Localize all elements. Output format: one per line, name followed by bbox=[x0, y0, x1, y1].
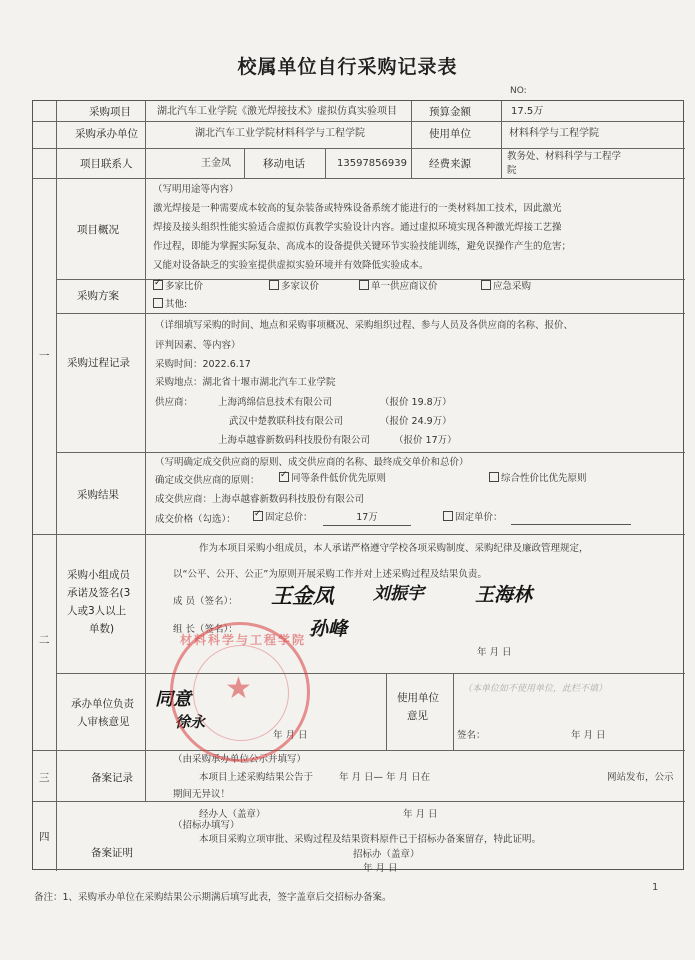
supplier-2-quote: （报价 24.9万） bbox=[380, 416, 452, 427]
checkbox-icon bbox=[359, 280, 369, 290]
member-signature-1: 王金凤 bbox=[271, 583, 334, 608]
filing-hint: （由采购承办单位公示并填写） bbox=[173, 754, 307, 765]
user-opinion-faded-note: （本单位如不使用单位，此栏不填） bbox=[463, 684, 608, 694]
filing-line-1-a: 本项目上述采购结果公告于 bbox=[199, 772, 314, 783]
user-opinion-label-2: 意见 bbox=[407, 710, 428, 722]
price-type-label: 成交价格（勾选）： bbox=[155, 514, 236, 525]
review-label-2: 人审核意见 bbox=[77, 716, 130, 728]
project-value: 湖北汽车工业学院《激光焊接技术》虚拟仿真实验项目 bbox=[157, 106, 397, 117]
contact-value: 王金凤 bbox=[201, 158, 231, 169]
section-two-mark: 二 bbox=[39, 634, 50, 646]
process-hint-1: （详细填写采购的时间、地点和采购事项概况、采购组织过程、参与人员及各供应商的名称、报价、 bbox=[155, 320, 574, 331]
fund-source-label: 经费来源 bbox=[429, 158, 471, 170]
group-label-1: 采购小组成员 bbox=[67, 569, 130, 581]
checkbox-checked-icon bbox=[279, 472, 289, 482]
group-date: 年 月 日 bbox=[477, 647, 512, 658]
filing-line-1-c: 网站发布，公示 bbox=[607, 772, 674, 783]
user-opinion-date: 年 月 日 bbox=[571, 730, 606, 741]
method-option-emergency[interactable]: 应急采购 bbox=[481, 280, 531, 294]
section-one-mark: 一 bbox=[39, 350, 50, 362]
phone-label: 移动电话 bbox=[263, 158, 305, 170]
procurement-record-table bbox=[32, 100, 684, 874]
filing-handler: 经办人（盖章） bbox=[199, 809, 266, 820]
budget-label: 预算金额 bbox=[429, 106, 471, 118]
method-option-single-supplier[interactable]: 单一供应商议价 bbox=[359, 280, 438, 294]
result-hint: （写明确定成交供应商的原则、成交供应商的名称、最终成交单价和总价） bbox=[155, 457, 469, 468]
section-three-mark: 三 bbox=[39, 772, 50, 784]
checkbox-icon bbox=[269, 280, 279, 290]
supplier-3-quote: （报价 17万） bbox=[394, 435, 457, 446]
fund-source-value-cont: 院 bbox=[507, 165, 517, 176]
result-label: 采购结果 bbox=[77, 489, 119, 501]
certificate-date: 年 月 日 bbox=[363, 863, 398, 874]
method-option-multi-negotiate[interactable]: 多家议价 bbox=[269, 280, 319, 294]
overview-line-1: 激光焊接是一种需要成本较高的复杂装备或特殊设备系统才能进行的一类材料加工技术，因此激光 bbox=[153, 203, 562, 214]
principle-option-low-price[interactable]: ✓ 同等条件低价优先原则 bbox=[279, 472, 386, 486]
promise-line-1: 作为本项目采购小组成员，本人承诺严格遵守学校各项采购制度、采购纪律及廉政管理规定， bbox=[199, 543, 589, 554]
price-option-fixed-unit[interactable]: 固定单价： bbox=[443, 511, 503, 525]
supplier-2-name: 武汉中楚教联科技有限公司 bbox=[229, 416, 344, 427]
budget-value: 17.5万 bbox=[511, 106, 544, 117]
leader-signature: 孙峰 bbox=[309, 618, 348, 640]
method-label: 采购方案 bbox=[77, 290, 119, 302]
process-label: 采购过程记录 bbox=[67, 357, 130, 369]
winning-supplier: 成交供应商：上海卓越睿新数码科技股份有限公司 bbox=[155, 494, 365, 505]
user-unit-label: 使用单位 bbox=[429, 128, 471, 140]
review-date: 年 月 日 bbox=[273, 730, 308, 741]
review-handwritten-approve: 同意 bbox=[155, 689, 191, 710]
supplier-1-name: 上海鸿绵信息技术有限公司 bbox=[218, 397, 333, 408]
principle-label: 确定成交供应商的原则： bbox=[155, 475, 260, 486]
unit-seal-stamp bbox=[170, 622, 310, 762]
method-option-other[interactable]: 其他: bbox=[153, 298, 187, 312]
user-opinion-label-1: 使用单位 bbox=[397, 692, 439, 704]
fund-source-value: 教务处、材料科学与工程学 bbox=[507, 151, 622, 162]
supplier-1-quote: （报价 19.8万） bbox=[380, 397, 452, 408]
page-number: 1 bbox=[652, 882, 659, 893]
project-label: 采购项目 bbox=[89, 106, 131, 118]
member-sign-label: 成 员（签名）： bbox=[173, 596, 238, 607]
undertaking-unit-label: 采购承办单位 bbox=[75, 128, 138, 140]
undertaking-unit-value: 湖北汽车工业学院材料科学与工程学院 bbox=[195, 128, 365, 139]
fixed-unit-value[interactable] bbox=[511, 511, 631, 525]
member-signature-3: 王海林 bbox=[475, 584, 533, 606]
checkbox-icon bbox=[443, 511, 453, 521]
filing-date: 年 月 日 bbox=[403, 809, 438, 820]
promise-line-2: 以“公平、公开、公正”为原则开展采购工作并对上述采购过程及结果负责。 bbox=[173, 569, 487, 580]
page-title: 校属单位自行采购记录表 bbox=[237, 56, 458, 78]
certificate-stamp-label: 招标办（盖章） bbox=[353, 849, 420, 860]
member-signature-2: 刘振宇 bbox=[373, 584, 424, 604]
process-hint-2: 评判因素、等内容） bbox=[155, 340, 241, 351]
review-handwritten-signature: 徐永 bbox=[175, 713, 206, 731]
overview-line-4: 又能对设备缺乏的实验室提供虚拟实验环境并有效降低实验成本。 bbox=[153, 260, 429, 271]
supplier-label: 供应商： bbox=[155, 397, 194, 408]
star-icon: ★ bbox=[225, 671, 252, 706]
checkbox-icon bbox=[153, 298, 163, 308]
certificate-line-1: 本项目采购立项审批、采购过程及结果资料原件已于招标办备案留存，特此证明。 bbox=[199, 834, 542, 845]
filing-line-2: 期间无异议！ bbox=[173, 789, 231, 800]
section-four-mark: 四 bbox=[39, 831, 50, 843]
overview-hint: （写明用途等内容） bbox=[153, 184, 239, 195]
footnote: 备注：1、采购承办单位在采购结果公示期满后填写此表，签字盖章后交招标办备案。 bbox=[34, 892, 392, 903]
overview-line-2: 焊接及接头组织性能实验适合虚拟仿真教学实验设计内容。通过虚拟环境实现各种激光焊接工艺操 bbox=[153, 222, 562, 233]
checkbox-checked-icon bbox=[153, 280, 163, 290]
fixed-total-value: 17万 bbox=[323, 511, 411, 526]
seal-text: 材料科学与工程学院 bbox=[179, 633, 306, 647]
user-unit-value: 材料科学与工程学院 bbox=[509, 128, 599, 139]
contact-label: 项目联系人 bbox=[80, 158, 133, 170]
supplier-3-name: 上海卓越睿新数码科技股份有限公司 bbox=[218, 435, 371, 446]
method-option-multi-compare[interactable]: ✓多家比价 bbox=[153, 280, 203, 294]
user-sign-label: 签名： bbox=[457, 730, 486, 741]
group-label-2: 承诺及签名(3 bbox=[67, 587, 131, 599]
price-option-fixed-total[interactable]: ✓ 固定总价： bbox=[253, 511, 313, 525]
filing-line-1-b: 年 月 日— 年 月 日在 bbox=[339, 772, 431, 783]
checkbox-icon bbox=[489, 472, 499, 482]
filing-label: 备案记录 bbox=[91, 772, 133, 784]
review-label-1: 承办单位负责 bbox=[71, 698, 134, 710]
leader-sign-label: 组 长（签名）： bbox=[173, 624, 238, 635]
principle-option-cost-performance[interactable]: 综合性价比优先原则 bbox=[489, 472, 587, 486]
checkbox-icon bbox=[481, 280, 491, 290]
certificate-label: 备案证明 bbox=[91, 847, 133, 859]
certificate-hint: （招标办填写） bbox=[173, 820, 240, 831]
overview-label: 项目概况 bbox=[77, 224, 119, 236]
record-number-label: NO: bbox=[510, 86, 527, 96]
group-label-3: 人或3人以上 bbox=[67, 605, 127, 617]
process-place: 采购地点：湖北省十堰市湖北汽车工业学院 bbox=[155, 377, 336, 388]
phone-value: 13597856939 bbox=[337, 158, 407, 169]
checkbox-checked-icon bbox=[253, 511, 263, 521]
overview-line-3: 作过程，即能为掌握实际复杂、高成本的设备提供关键环节实验技能训练，避免误操作产生的危害； bbox=[153, 241, 572, 252]
process-time: 采购时间：2022.6.17 bbox=[155, 359, 251, 370]
group-label-4: 单数) bbox=[89, 623, 115, 635]
